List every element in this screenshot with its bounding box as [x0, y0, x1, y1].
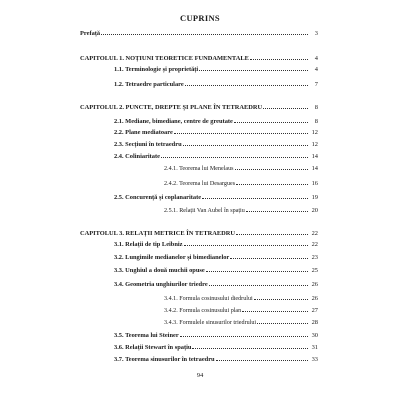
page-number: 94 — [196, 372, 204, 379]
toc-leader-dots — [192, 348, 308, 349]
toc-entry-section — [114, 344, 318, 352]
toc-leader-dots — [257, 323, 308, 324]
toc-entry-label: 2.2. Plane mediatoare — [114, 129, 173, 136]
toc-leader-dots — [246, 211, 308, 212]
toc-leader-dots — [234, 122, 308, 123]
toc-leader-dots — [161, 157, 308, 158]
toc-entry-label: 3.2. Lungimile medianelor și bimedianelor — [114, 254, 230, 261]
toc-entry-section — [114, 81, 318, 89]
toc-entry-section — [114, 267, 318, 275]
toc-leader-dots — [209, 285, 308, 286]
toc-entry-label: 2.5.1. Relații Van Aubel în spațiu — [164, 208, 245, 214]
toc-entry-page: 33 — [311, 356, 318, 363]
toc-entry-page: 8 — [314, 118, 318, 125]
toc-leader-dots — [185, 85, 308, 86]
toc-entry-subsection — [164, 165, 318, 173]
toc-entry-label: 2.4.1. Teorema lui Menelaus — [164, 166, 234, 172]
toc-leader-dots — [216, 360, 308, 361]
toc-entry-page: 25 — [311, 267, 318, 274]
toc-entry-page: 27 — [311, 307, 318, 314]
toc-entry-label: 2.4. Coliniaritate — [114, 153, 160, 160]
toc-entry-page: 22 — [311, 230, 318, 237]
toc-leader-dots — [206, 271, 308, 272]
toc-entry-page: 12 — [311, 129, 318, 136]
toc-entry-page: 4 — [314, 55, 318, 62]
toc-leader-dots — [183, 145, 308, 146]
toc-entry-label: CAPITOLUL 3. RELAȚII METRICE ÎN TETRAEDRU — [80, 230, 235, 237]
toc-entry-label: 2.5. Concurență și coplanaritate — [114, 194, 202, 201]
toc-entry-section — [114, 141, 318, 149]
toc-entry-label: 3.4. Geometria unghiurilor triedre — [114, 281, 208, 288]
toc-entry-section — [114, 356, 318, 364]
toc-entry-label: Prefață — [80, 30, 101, 37]
toc-entry-page: 14 — [311, 153, 318, 160]
toc-leader-dots — [236, 184, 308, 185]
toc-entry-subsection — [164, 319, 318, 327]
toc-entry-page: 12 — [311, 141, 318, 148]
toc-entry-page: 26 — [311, 281, 318, 288]
toc-entry-label: 3.6. Relații Stewart în spațiu — [114, 344, 192, 351]
toc-entry-label: CAPITOLUL 2. PUNCTE, DREPTE ȘI PLANE ÎN TETRAEDRU — [80, 104, 263, 111]
toc-entry-label: 3.1. Relații de tip Leibniz — [114, 241, 183, 248]
toc-entry-section — [114, 129, 318, 137]
toc-entry-page: 23 — [311, 254, 318, 261]
toc-entry-section — [114, 281, 318, 289]
toc-entry-label: 3.5. Teorema lui Steiner — [114, 332, 179, 339]
toc-entry-section — [114, 153, 318, 161]
toc-entry-subsection — [164, 207, 318, 215]
toc-leader-dots — [199, 70, 308, 71]
toc-entry-label: 3.3. Unghiul a două muchii opuse — [114, 267, 205, 274]
toc-entry-label: 3.4.3. Formulele sinusurilor triedrului — [164, 320, 257, 326]
toc-entry-label: 1.1. Terminologie și proprietăți — [114, 66, 199, 73]
toc-entry-label: 1.2. Tetraedre particulare — [114, 81, 184, 88]
toc-entry-page: 28 — [311, 319, 318, 326]
toc-entry-page: 4 — [314, 66, 318, 73]
toc-entry-chapter-1 — [80, 55, 318, 63]
toc-leader-dots — [230, 258, 308, 259]
toc-entry-subsection — [164, 180, 318, 188]
toc-entry-page: 22 — [311, 241, 318, 248]
toc-leader-dots — [254, 299, 308, 300]
toc-leader-dots — [184, 245, 308, 246]
toc-entry-section — [114, 241, 318, 249]
toc-entry-label: CAPITOLUL 1. NOȚIUNI TEORETICE FUNDAMENTALE — [80, 55, 249, 62]
toc-entry-page: 7 — [314, 81, 318, 88]
toc-entry-label: 2.1. Mediane, bimediane, centre de greutate — [114, 118, 233, 125]
toc-entry-section — [114, 118, 318, 126]
toc-entry-section — [114, 332, 318, 340]
toc-entry-label: 3.4.1. Formula cosinusului diedrului — [164, 296, 253, 302]
toc-entry-page: 19 — [311, 194, 318, 201]
toc-entry-subsection — [164, 307, 318, 315]
toc-entry-page: 3 — [314, 30, 318, 37]
toc-entry-subsection — [164, 295, 318, 303]
toc-entry-page: 26 — [311, 295, 318, 302]
toc-leader-dots — [236, 234, 308, 235]
toc-leader-dots — [202, 198, 308, 199]
toc-leader-dots — [235, 169, 308, 170]
toc-entry-label: 2.4.2. Teorema lui Desargues — [164, 181, 236, 187]
toc-entry-section — [114, 66, 318, 74]
toc-entry-chapter-2 — [80, 104, 318, 112]
toc-leader-dots — [263, 108, 308, 109]
toc-leader-dots — [101, 34, 308, 35]
toc-leader-dots — [180, 336, 308, 337]
toc-entry-label: 3.4.2. Formula cosinusului plan — [164, 308, 242, 314]
toc-entry-page: 31 — [311, 344, 318, 351]
toc-entry-page: 8 — [314, 104, 318, 111]
toc-leader-dots — [242, 311, 308, 312]
toc-leader-dots — [174, 133, 308, 134]
toc-leader-dots — [250, 59, 308, 60]
toc-entry-page: 30 — [311, 332, 318, 339]
toc-entry-chapter-3 — [80, 230, 318, 238]
toc-entry-preface — [80, 30, 318, 38]
toc-entry-page: 20 — [311, 207, 318, 214]
page-title: CUPRINS — [180, 13, 220, 23]
toc-entry-section — [114, 194, 318, 202]
toc-entry-section — [114, 254, 318, 262]
toc-entry-label: 2.3. Secțiuni în tetraedru — [114, 141, 182, 148]
toc-entry-page: 14 — [311, 165, 318, 172]
toc-entry-page: 16 — [311, 180, 318, 187]
toc-entry-label: 3.7. Teorema sinusurilor în tetraedru — [114, 356, 215, 363]
